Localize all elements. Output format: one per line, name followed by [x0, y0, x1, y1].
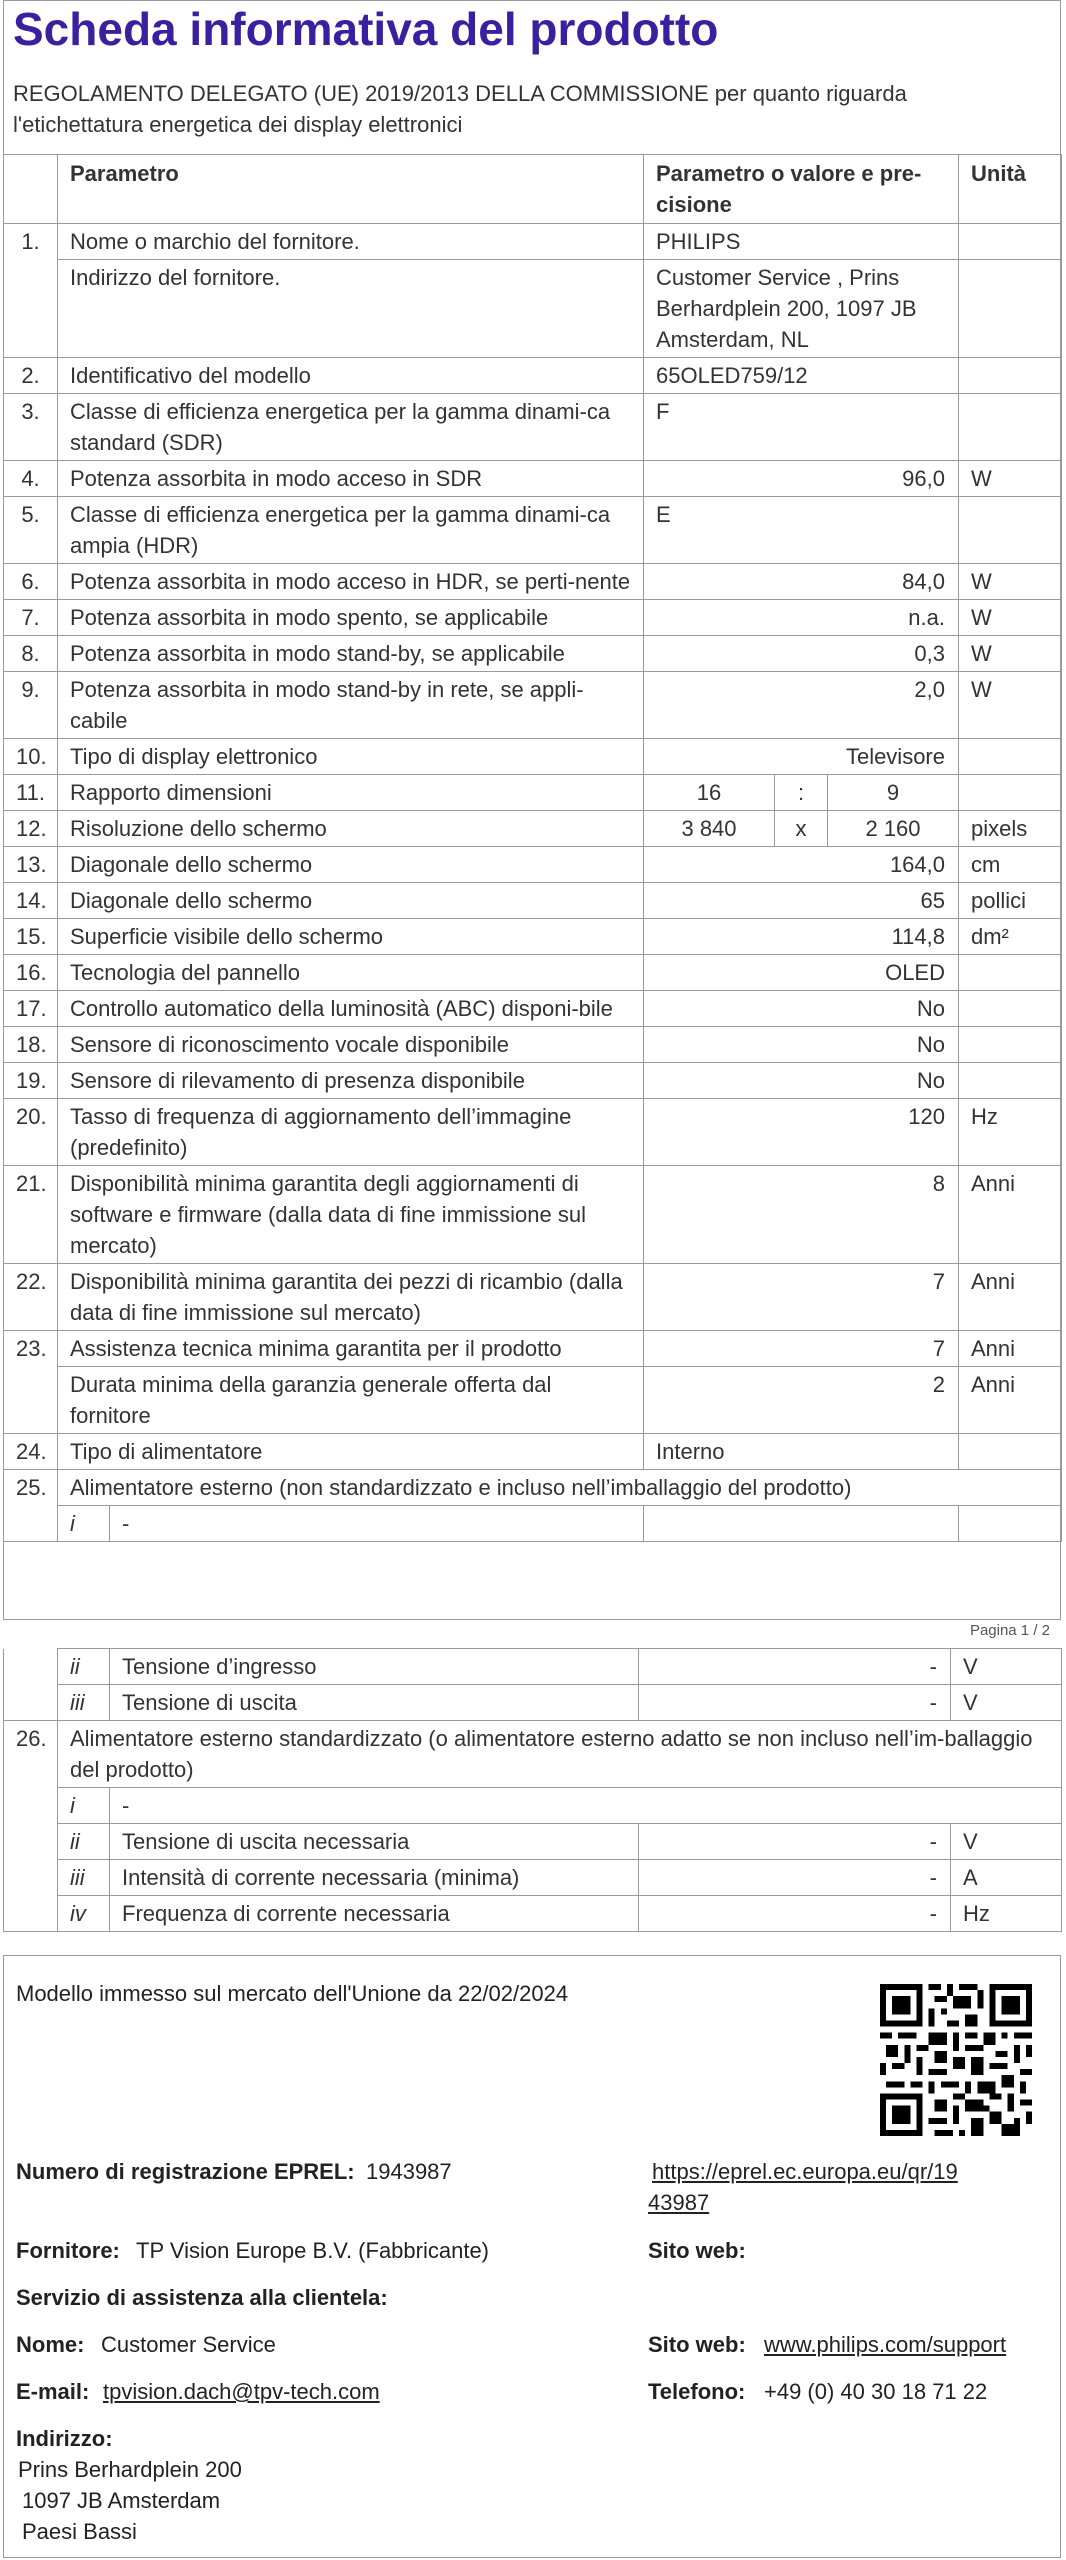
- email-link[interactable]: tpvision.dach@tpv-tech.com: [103, 2379, 380, 2404]
- table-row: 9. Potenza assorbita in modo stand-by in rete, se appli-cabile 2,0 W: [4, 672, 1062, 739]
- table-row: iii Intensità di corrente necessaria (minima) - A: [4, 1860, 1062, 1896]
- table-row: iv Frequenza di corrente necessaria - Hz: [4, 1896, 1062, 1932]
- column-header-param: Parametro: [58, 155, 644, 224]
- market-date-text: Modello immesso sul mercato dell'Unione da 22/02/2024: [16, 1981, 569, 2006]
- table-row: 2. Identificativo del modello 65OLED759/12: [4, 358, 1062, 394]
- table-row: 11. Rapporto dimensioni 16 : 9: [4, 775, 1062, 811]
- table-row: 5. Classe di efficienza energetica per la gamma dinami-ca ampia (HDR) E: [4, 497, 1062, 564]
- table-row: 26. Alimentatore esterno standardizzato (o alimentatore esterno adatto se non incluso nell’im-ballaggio del prodotto): [4, 1721, 1062, 1788]
- table-row: 18. Sensore di riconoscimento vocale disponibile No: [4, 1027, 1062, 1063]
- page-title: Scheda informativa del prodotto: [13, 3, 719, 55]
- table-row: 22. Disponibilità minima garantita dei pezzi di ricambio (dalla data di fine immissione sul mercato) 7 Anni: [4, 1264, 1062, 1331]
- contact-name-label: Nome:: [16, 2332, 85, 2357]
- table-row: i -: [4, 1506, 1062, 1542]
- address-label: Indirizzo:: [16, 2426, 113, 2451]
- contact-name-value: Customer Service: [101, 2332, 276, 2357]
- table-row: 13. Diagonale dello schermo 164,0 cm: [4, 847, 1062, 883]
- eprel-info-box: [3, 1955, 1061, 2558]
- table-row: i -: [4, 1788, 1062, 1824]
- table-row: ii Tensione d’ingresso - V: [4, 1649, 1062, 1685]
- email-label: E-mail:: [16, 2379, 90, 2404]
- address-line-1: Prins Berhardplein 200: [18, 2457, 242, 2482]
- supplier-value: TP Vision Europe B.V. (Fabbricante): [136, 2238, 490, 2263]
- website-label: Sito web:: [648, 2238, 746, 2263]
- address-line-3: Paesi Bassi: [22, 2519, 137, 2544]
- table-row: 14. Diagonale dello schermo 65 pollici: [4, 883, 1062, 919]
- table-row: 10. Tipo di display elettronico Televisore: [4, 739, 1062, 775]
- eprel-link-line-2[interactable]: 43987: [648, 2190, 710, 2215]
- support-website-link[interactable]: www.philips.com/support: [764, 2332, 1007, 2357]
- product-info-table: [3, 154, 1062, 1542]
- regulation-subtitle: REGOLAMENTO DELEGATO (UE) 2019/2013 DELLA COMMISSIONE per quanto riguarda l'etichettatura energetica dei display elettronici: [13, 81, 907, 137]
- table-row: 15. Superficie visibile dello schermo 114,8 dm²: [4, 919, 1062, 955]
- phone-label: Telefono:: [648, 2379, 746, 2404]
- supplier-label: Fornitore:: [16, 2238, 120, 2263]
- table-row: 23. Assistenza tecnica minima garantita per il prodotto 7 Anni: [4, 1331, 1062, 1367]
- customer-service-heading: Servizio di assistenza alla clientela:: [16, 2285, 388, 2310]
- phone-value: +49 (0) 40 30 18 71 22: [764, 2379, 988, 2404]
- table-row: iii Tensione di uscita - V: [4, 1685, 1062, 1721]
- table-row: 3. Classe di efficienza energetica per la gamma dinami-ca standard (SDR) F: [4, 394, 1062, 461]
- table-row: 20. Tasso di frequenza di aggiornamento dell’immagine (predefinito) 120 Hz: [4, 1099, 1062, 1166]
- product-info-table-continued: [3, 1648, 1062, 1932]
- table-row: Durata minima della garanzia generale offerta dal fornitore 2 Anni: [4, 1367, 1062, 1434]
- table-row: Indirizzo del fornitore. Customer Service , Prins Berhardplein 200, 1097 JB Amsterdam, NL: [4, 260, 1062, 358]
- table-row: 16. Tecnologia del pannello OLED: [4, 955, 1062, 991]
- qr-code-icon: [880, 1984, 1032, 2136]
- table-row: 12. Risoluzione dello schermo 3 840 x 2 160 pixels: [4, 811, 1062, 847]
- support-website-label: Sito web:: [648, 2332, 746, 2357]
- eprel-link-line-1[interactable]: https://eprel.ec.europa.eu/qr/19: [652, 2159, 958, 2184]
- table-row: 8. Potenza assorbita in modo stand-by, se applicabile 0,3 W: [4, 636, 1062, 672]
- table-row: 7. Potenza assorbita in modo spento, se applicabile n.a. W: [4, 600, 1062, 636]
- column-header-value: Parametro o valore e pre-cisione: [644, 155, 959, 224]
- page-number: Pagina 1 / 2: [969, 1622, 1050, 1639]
- table-row: 4. Potenza assorbita in modo acceso in SDR 96,0 W: [4, 461, 1062, 497]
- table-row: 24. Tipo di alimentatore Interno: [4, 1434, 1062, 1470]
- eprel-number: 1943987: [366, 2159, 452, 2184]
- table-row: 21. Disponibilità minima garantita degli aggiornamenti di software e firmware (dalla data di fine immissione sul mercato) 8 Anni: [4, 1166, 1062, 1264]
- table-header-row: [4, 155, 1062, 224]
- table-row: 6. Potenza assorbita in modo acceso in HDR, se perti-nente 84,0 W: [4, 564, 1062, 600]
- column-header-unit: Unità: [959, 155, 1062, 224]
- table-row: ii Tensione di uscita necessaria - V: [4, 1824, 1062, 1860]
- table-row: 17. Controllo automatico della luminosità (ABC) disponi-bile No: [4, 991, 1062, 1027]
- address-line-2: 1097 JB Amsterdam: [22, 2488, 221, 2513]
- table-row: 25. Alimentatore esterno (non standardizzato e incluso nell’imballaggio del prodotto): [4, 1470, 1062, 1506]
- table-row: 19. Sensore di rilevamento di presenza disponibile No: [4, 1063, 1062, 1099]
- table-row: 1. Nome o marchio del fornitore. PHILIPS: [4, 224, 1062, 260]
- eprel-label: Numero di registrazione EPREL:: [16, 2159, 355, 2184]
